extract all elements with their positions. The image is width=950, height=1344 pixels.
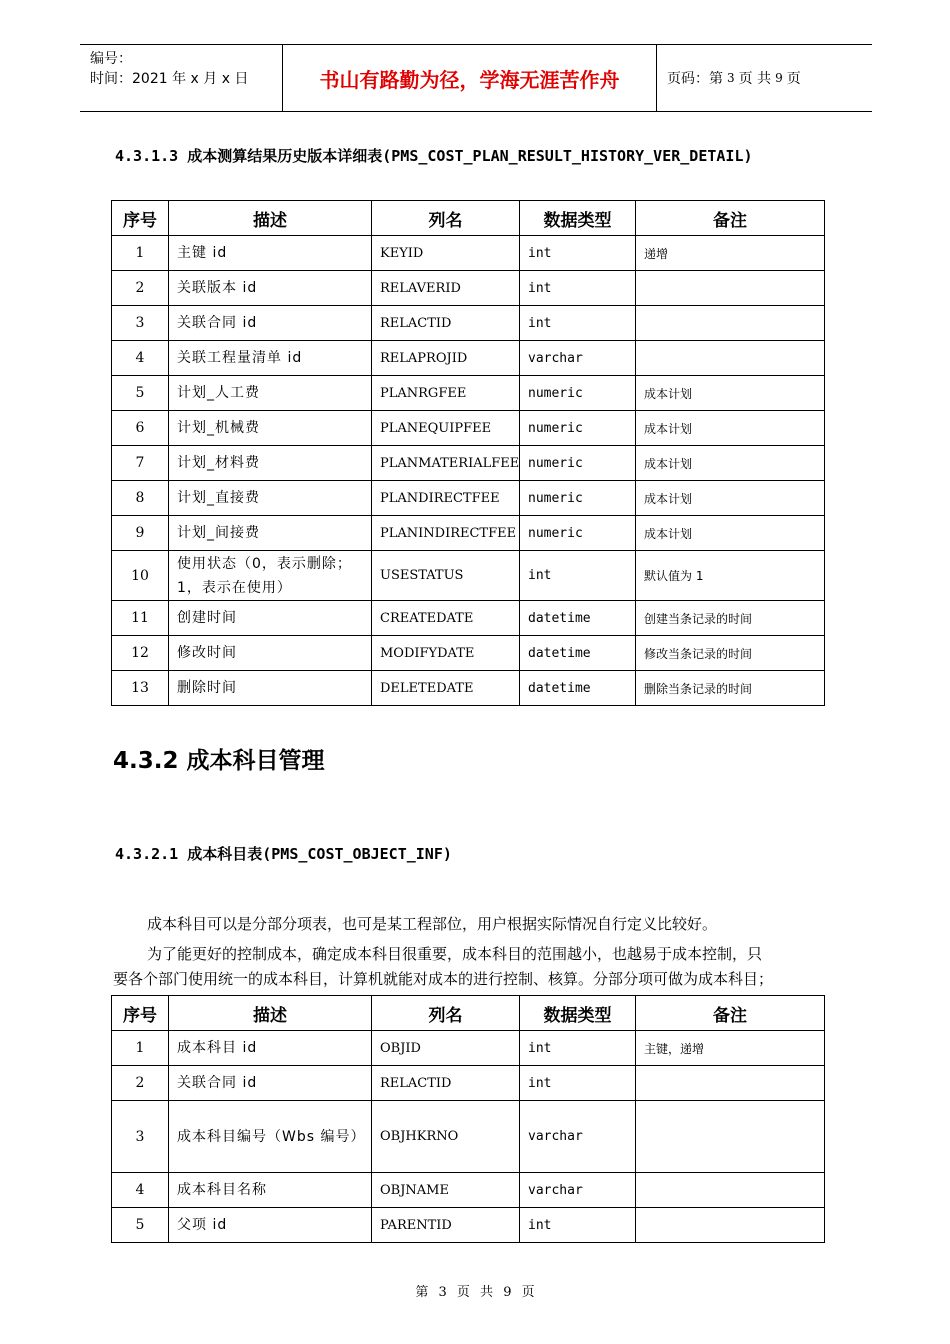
cell-column-name: USESTATUS [372,551,520,601]
cell-data-type: varchar [520,1173,636,1208]
cell-column-name: KEYID [372,236,520,271]
cell-index: 12 [112,636,169,671]
column-header: 数据类型 [520,996,636,1031]
table-row [112,1031,825,1066]
header-time: 时间：2021 年 x 月 x 日 [90,71,249,87]
cell-note: 成本计划 [636,516,825,551]
header-page-num: 3 [727,71,735,85]
paragraph-detail-line1: 为了能更好的控制成本，确定成本科目很重要，成本科目的范围越小，也越易于成本控制，只 [147,945,763,963]
cell-data-type: int [520,306,636,341]
table-row [112,306,825,341]
column-header: 描述 [169,996,372,1031]
section-title-cost-object-table: 4.3.2.1 成本科目表(PMS_COST_OBJECT_INF) [115,845,452,863]
header-meta [80,45,283,111]
cell-column-name: OBJHKRNO [372,1101,520,1173]
cell-data-type: int [520,1208,636,1243]
cell-note: 成本计划 [636,376,825,411]
header-page-info [657,45,872,111]
paragraph-detail-line2: 要各个部门使用统一的成本科目，计算机就能对成本的进行控制、核算。分部分项可做为成本科目； [113,970,774,988]
column-header: 序号 [112,996,169,1031]
cell-index: 11 [112,601,169,636]
cell-note [636,306,825,341]
cell-data-type: numeric [520,481,636,516]
cell-note: 成本计划 [636,411,825,446]
table-row [112,446,825,481]
cell-data-type: datetime [520,671,636,706]
header-page-prefix: 页码：第 [667,71,723,87]
cell-index: 2 [112,1066,169,1101]
cell-description: 使用状态（0，表示删除；1，表示在使用） [169,551,372,601]
cell-data-type: varchar [520,341,636,376]
section-title-cost-object-mgmt: 4.3.2 成本科目管理 [113,748,325,774]
cell-column-name: RELAVERID [372,271,520,306]
header-page-mid: 页 共 [738,71,772,87]
column-header: 列名 [372,996,520,1031]
header-page-total: 9 [775,71,783,85]
cell-note: 创建当条记录的时间 [636,601,825,636]
table-row [112,411,825,446]
column-header: 序号 [112,201,169,236]
page-footer: 第 3 页 共 9 页 [415,1285,535,1300]
page-header [80,44,872,112]
cell-index: 8 [112,481,169,516]
cell-index: 5 [112,376,169,411]
table-row [112,671,825,706]
cell-description: 计划_材料费 [169,446,372,481]
cell-note [636,341,825,376]
cell-column-name: PLANEQUIPFEE [372,411,520,446]
cell-note [636,271,825,306]
cell-description: 主键 id [169,236,372,271]
cell-description: 修改时间 [169,636,372,671]
cell-data-type: datetime [520,601,636,636]
cell-description: 计划_机械费 [169,411,372,446]
cell-index: 13 [112,671,169,706]
cell-column-name: PLANDIRECTFEE [372,481,520,516]
cell-note [636,1066,825,1101]
cell-index: 10 [112,551,169,601]
table-row [112,551,825,601]
column-header: 备注 [636,996,825,1031]
table-row [112,516,825,551]
table-row [112,601,825,636]
column-header: 备注 [636,201,825,236]
table-row [112,481,825,516]
cost-object-table [111,995,825,1243]
cell-note: 默认值为 1 [636,551,825,601]
table-header-row [112,201,825,236]
cell-description: 关联合同 id [169,1066,372,1101]
cell-data-type: int [520,236,636,271]
cell-index: 4 [112,1173,169,1208]
cell-index: 3 [112,1101,169,1173]
cell-note [636,1173,825,1208]
cell-description: 成本科目编号（Wbs 编号） [169,1101,372,1173]
header-motto: 书山有路勤为径，学海无涯苦作舟 [283,45,657,111]
cell-description: 关联版本 id [169,271,372,306]
cell-index: 5 [112,1208,169,1243]
cell-data-type: numeric [520,411,636,446]
table-row [112,1208,825,1243]
history-detail-table [111,200,825,706]
cell-description: 计划_人工费 [169,376,372,411]
table-row [112,1101,825,1173]
table-row [112,341,825,376]
table-row [112,636,825,671]
cell-note: 递增 [636,236,825,271]
cell-data-type: datetime [520,636,636,671]
cell-index: 1 [112,236,169,271]
cell-note [636,1208,825,1243]
cell-column-name: MODIFYDATE [372,636,520,671]
cell-column-name: RELAPROJID [372,341,520,376]
cell-note: 主键，递增 [636,1031,825,1066]
section-title-history-detail: 4.3.1.3 成本测算结果历史版本详细表(PMS_COST_PLAN_RESULT_HISTORY_VER_DETAIL) [115,147,753,165]
cell-column-name: RELACTID [372,1066,520,1101]
paragraph-intro: 成本科目可以是分部分项表，也可是某工程部位，用户根据实际情况自行定义比较好。 [147,915,718,933]
cell-description: 父项 id [169,1208,372,1243]
column-header: 列名 [372,201,520,236]
cell-column-name: PLANMATERIALFEE [372,446,520,481]
cell-note: 成本计划 [636,446,825,481]
cell-column-name: OBJNAME [372,1173,520,1208]
cell-index: 9 [112,516,169,551]
cell-description: 计划_直接费 [169,481,372,516]
column-header: 数据类型 [520,201,636,236]
table-row [112,271,825,306]
cell-data-type: varchar [520,1101,636,1173]
header-page-suffix: 页 [786,71,801,87]
cell-description: 关联合同 id [169,306,372,341]
cell-index: 4 [112,341,169,376]
cell-index: 3 [112,306,169,341]
cell-description: 成本科目 id [169,1031,372,1066]
cell-column-name: PLANRGFEE [372,376,520,411]
table-row [112,376,825,411]
cell-note: 成本计划 [636,481,825,516]
cell-index: 1 [112,1031,169,1066]
header-number: 编号： [90,51,132,67]
table-row [112,1066,825,1101]
cell-data-type: int [520,551,636,601]
cell-column-name: PLANINDIRECTFEE [372,516,520,551]
cell-description: 关联工程量清单 id [169,341,372,376]
cell-data-type: numeric [520,446,636,481]
cell-description: 计划_间接费 [169,516,372,551]
cell-index: 2 [112,271,169,306]
cell-column-name: RELACTID [372,306,520,341]
cell-index: 7 [112,446,169,481]
cell-note [636,1101,825,1173]
cell-description: 删除时间 [169,671,372,706]
cell-note: 删除当条记录的时间 [636,671,825,706]
cell-data-type: int [520,1031,636,1066]
cell-column-name: OBJID [372,1031,520,1066]
column-header: 描述 [169,201,372,236]
cell-note: 修改当条记录的时间 [636,636,825,671]
cell-column-name: CREATEDATE [372,601,520,636]
cell-data-type: int [520,1066,636,1101]
cell-column-name: DELETEDATE [372,671,520,706]
cell-description: 创建时间 [169,601,372,636]
cell-description: 成本科目名称 [169,1173,372,1208]
cell-data-type: numeric [520,516,636,551]
cell-column-name: PARENTID [372,1208,520,1243]
table-row [112,1173,825,1208]
table-row [112,236,825,271]
cell-data-type: int [520,271,636,306]
table-header-row [112,996,825,1031]
cell-data-type: numeric [520,376,636,411]
cell-index: 6 [112,411,169,446]
